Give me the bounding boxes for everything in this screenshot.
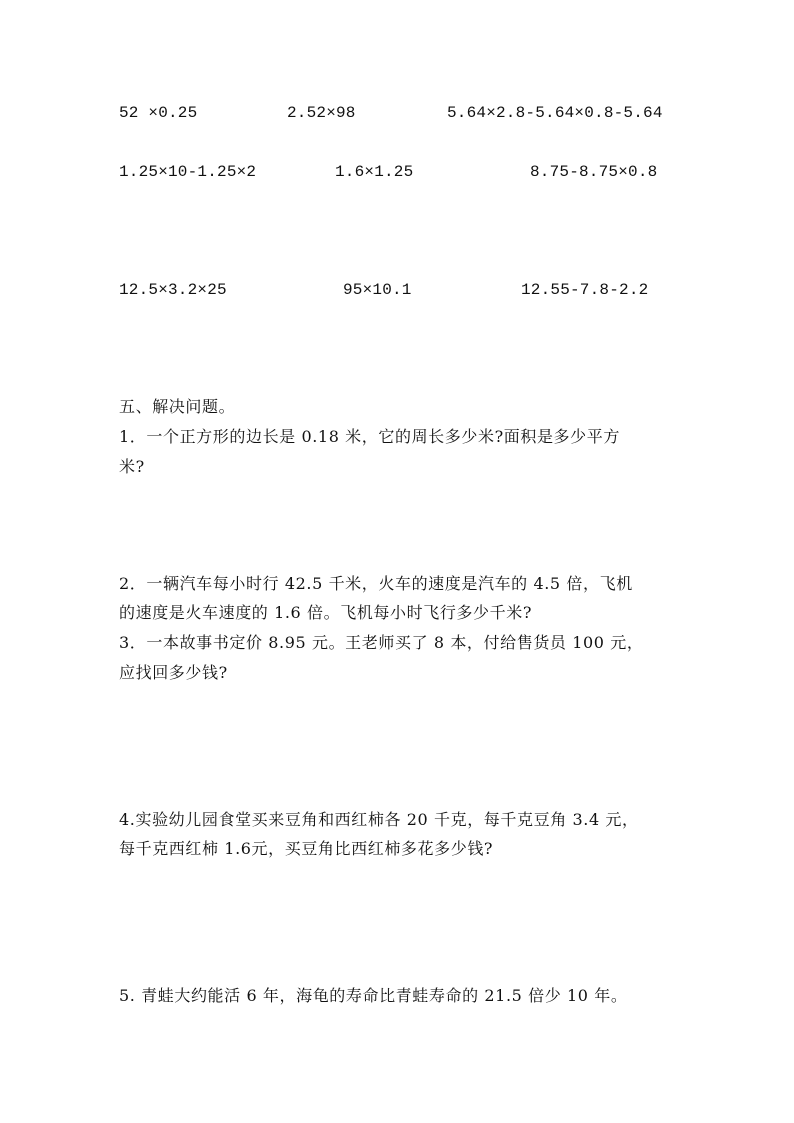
calc-1-3: 5.64×2.8-5.64×0.8-5.64 <box>447 104 663 122</box>
calc-1-2: 2.52×98 <box>287 104 356 122</box>
problem-3-line-1: 3．一本故事书定价 8.95 元。王老师买了 8 本，付给售货员 100 元， <box>119 633 644 652</box>
problem-1-line-2: 米? <box>119 457 145 476</box>
calc-3-2: 95×10.1 <box>343 281 412 299</box>
problem-4-line-2: 每千克西红柿 1.6元，买豆角比西红柿多花多少钱? <box>119 839 494 858</box>
problem-2-line-2: 的速度是火车速度的 1.6 倍。飞机每小时飞行多少千米? <box>119 603 532 622</box>
problem-2-line-1: 2．一辆汽车每小时行 42.5 千米，火车的速度是汽车的 4.5 倍，飞机 <box>119 574 633 593</box>
calc-2-2: 1.6×1.25 <box>335 163 414 181</box>
calc-3-1: 12.5×3.2×25 <box>119 281 227 299</box>
problem-4-line-1: 4.实验幼儿园食堂买来豆角和西红柿各 20 千克，每千克豆角 3.4 元， <box>119 810 639 829</box>
calc-1-1: 52 ×0.25 <box>119 104 198 122</box>
calc-2-3: 8.75-8.75×0.8 <box>530 163 658 181</box>
problem-3-line-2: 应找回多少钱? <box>119 663 228 682</box>
section-title: 五、解决问题。 <box>119 397 236 416</box>
calc-3-3: 12.55-7.8-2.2 <box>521 281 649 299</box>
problem-5-line-1: 5. 青蛙大约能活 6 年，海龟的寿命比青蛙寿命的 21.5 倍少 10 年。 <box>119 986 628 1005</box>
calc-2-1: 1.25×10-1.25×2 <box>119 163 257 181</box>
problem-1-line-1: 1．一个正方形的边长是 0.18 米，它的周长多少米?面积是多少平方 <box>119 427 620 446</box>
